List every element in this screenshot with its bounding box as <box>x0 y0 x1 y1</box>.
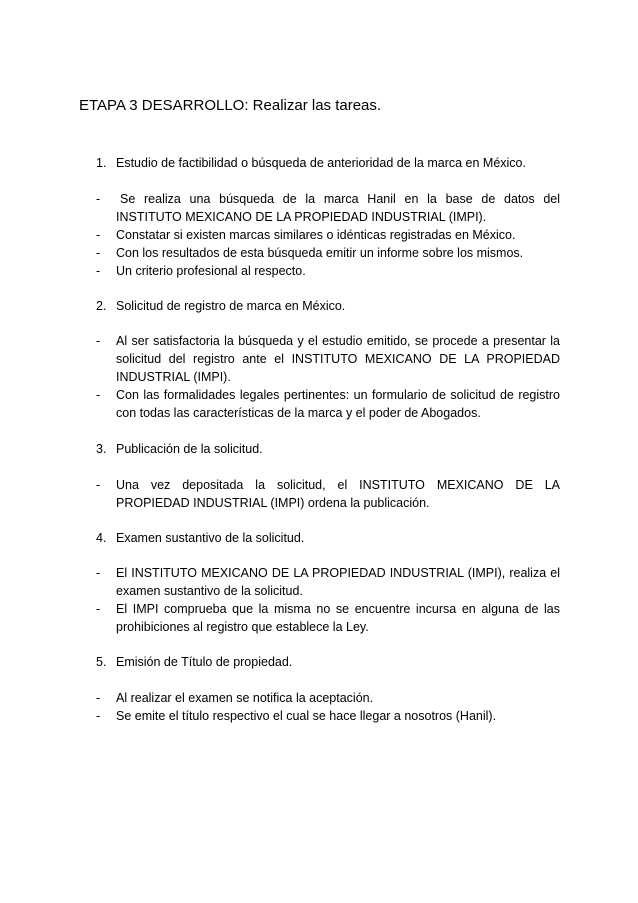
section-heading: Examen sustantivo de la solicitud. <box>116 531 305 545</box>
section-number: 5. <box>96 655 107 669</box>
section-heading: Publicación de la solicitud. <box>116 442 263 456</box>
bullet-text: Un criterio profesional al respecto. <box>116 264 306 278</box>
bullet-text: El INSTITUTO MEXICANO DE LA PROPIEDAD INDUSTRIAL (IMPI), realiza el examen sustantivo de la solicitud. <box>116 566 560 598</box>
bullet-dash: - <box>96 602 101 616</box>
bullet-dash: - <box>96 192 101 206</box>
bullet-dash: - <box>96 566 101 580</box>
bullet-dash: - <box>96 691 101 705</box>
bullet-text: Al ser satisfactoria la búsqueda y el estudio emitido, se procede a presentar la solicitud del registro ante el INSTITUTO MEXICANO DE LA PROPIEDAD INDUSTRIAL (IMPI). <box>116 334 560 384</box>
bullet-dash: - <box>96 264 101 278</box>
bullet-dash: - <box>96 246 101 260</box>
document-title: ETAPA 3 DESARROLLO: Realizar las tareas. <box>79 97 382 114</box>
section-heading: Estudio de factibilidad o búsqueda de anterioridad de la marca en México. <box>116 156 526 170</box>
bullet-text: Al realizar el examen se notifica la aceptación. <box>116 691 374 705</box>
section-heading: Emisión de Título de propiedad. <box>116 655 293 669</box>
section-number: 4. <box>96 531 107 545</box>
bullet-text: Con las formalidades legales pertinentes: un formulario de solicitud de registro con todas las características de la marca y el poder de Abogados. <box>116 388 560 420</box>
bullet-text: Con los resultados de esta búsqueda emitir un informe sobre los mismos. <box>116 246 524 260</box>
bullet-dash: - <box>96 334 101 348</box>
section-number: 2. <box>96 299 107 313</box>
section-number: 3. <box>96 442 107 456</box>
bullet-text: El IMPI comprueba que la misma no se encuentre incursa en alguna de las prohibiciones al registro que establece la Ley. <box>116 602 560 634</box>
bullet-dash: - <box>96 388 101 402</box>
bullet-text: Se emite el título respectivo el cual se hace llegar a nosotros (Hanil). <box>116 709 497 723</box>
bullet-text: Se realiza una búsqueda de la marca Hanil en la base de datos del INSTITUTO MEXICANO DE LA PROPIEDAD INDUSTRIAL (IMPI). <box>116 192 560 224</box>
bullet-dash: - <box>96 478 101 492</box>
bullet-text: Una vez depositada la solicitud, el INSTITUTO MEXICANO DE LA PROPIEDAD INDUSTRIAL (IMPI) ordena la publicación. <box>116 478 560 510</box>
section-number: 1. <box>96 156 107 170</box>
bullet-text: Constatar si existen marcas similares o idénticas registradas en México. <box>116 228 516 242</box>
section-heading: Solicitud de registro de marca en México. <box>116 299 346 313</box>
bullet-dash: - <box>96 709 101 723</box>
bullet-dash: - <box>96 228 101 242</box>
